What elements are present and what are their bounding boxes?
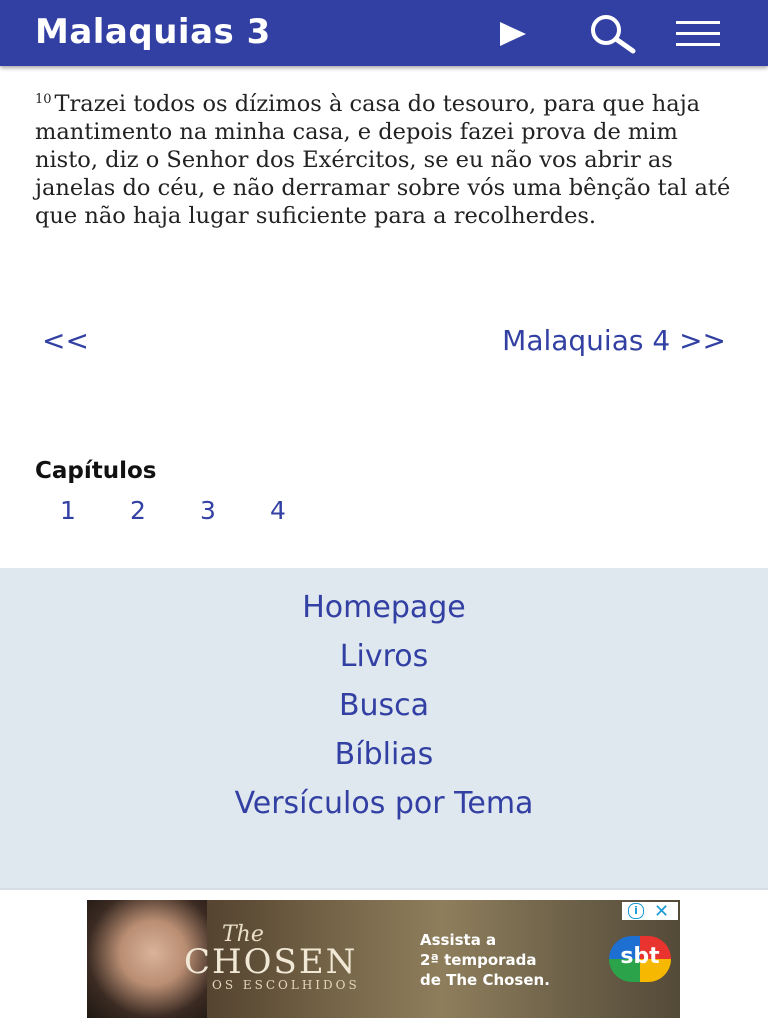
verse-text: Trazei todos os dízimos à casa do tesouro, para que haja mantimento na minha casa, e depois fazei prova de mim nisto, diz o Senhor dos Exércitos, se eu não vos abrir as janelas do céu, e não derramar sobre vós uma bênção tal até que não haja lugar suficiente para a recolherdes. xyxy=(35,91,731,229)
chapter-link-3[interactable]: 3 xyxy=(200,496,216,525)
footer-link-busca[interactable]: Busca xyxy=(338,688,430,723)
close-icon[interactable]: ✕ xyxy=(654,901,670,922)
info-icon[interactable]: i xyxy=(628,903,644,919)
chapter-link-2[interactable]: 2 xyxy=(130,496,146,525)
ad-message-line-1: Assista a xyxy=(420,931,497,949)
sbt-logo-text: sbt xyxy=(620,944,660,969)
app-header xyxy=(0,0,768,66)
search-button[interactable] xyxy=(586,13,638,55)
play-icon xyxy=(498,20,528,48)
ad-controls xyxy=(622,902,678,920)
verse-text-block xyxy=(35,90,740,230)
sbt-logo xyxy=(609,936,671,982)
search-icon xyxy=(586,13,638,55)
chapter-link-1[interactable]: 1 xyxy=(60,496,76,525)
ad-title-the: The xyxy=(222,922,264,947)
chapter-link-4[interactable]: 4 xyxy=(270,496,286,525)
chapters-heading: Capítulos xyxy=(35,458,157,484)
footer-link-versiculos-por-tema[interactable]: Versículos por Tema xyxy=(234,786,534,821)
footer-navigation xyxy=(0,568,768,890)
previous-chapter-link[interactable]: << xyxy=(42,324,89,357)
menu-button[interactable] xyxy=(674,18,722,50)
play-audio-button[interactable] xyxy=(498,20,528,48)
ad-message xyxy=(420,930,610,990)
menu-icon xyxy=(674,18,722,50)
page-title: Malaquias 3 xyxy=(35,12,271,52)
verse-number: 10 xyxy=(35,91,52,107)
footer-link-homepage[interactable]: Homepage xyxy=(302,590,466,625)
ad-subtitle: OS ESCOLHIDOS xyxy=(212,978,360,992)
ad-title-chosen: CHOSEN xyxy=(184,942,358,982)
footer-link-biblias[interactable]: Bíblias xyxy=(334,737,434,772)
footer-link-livros[interactable]: Livros xyxy=(339,639,429,674)
ad-message-line-2: 2ª temporada xyxy=(420,951,537,969)
ad-message-line-3: de The Chosen. xyxy=(420,971,550,989)
advertisement-banner[interactable] xyxy=(87,900,680,1018)
next-chapter-link[interactable]: Malaquias 4 >> xyxy=(502,324,726,357)
